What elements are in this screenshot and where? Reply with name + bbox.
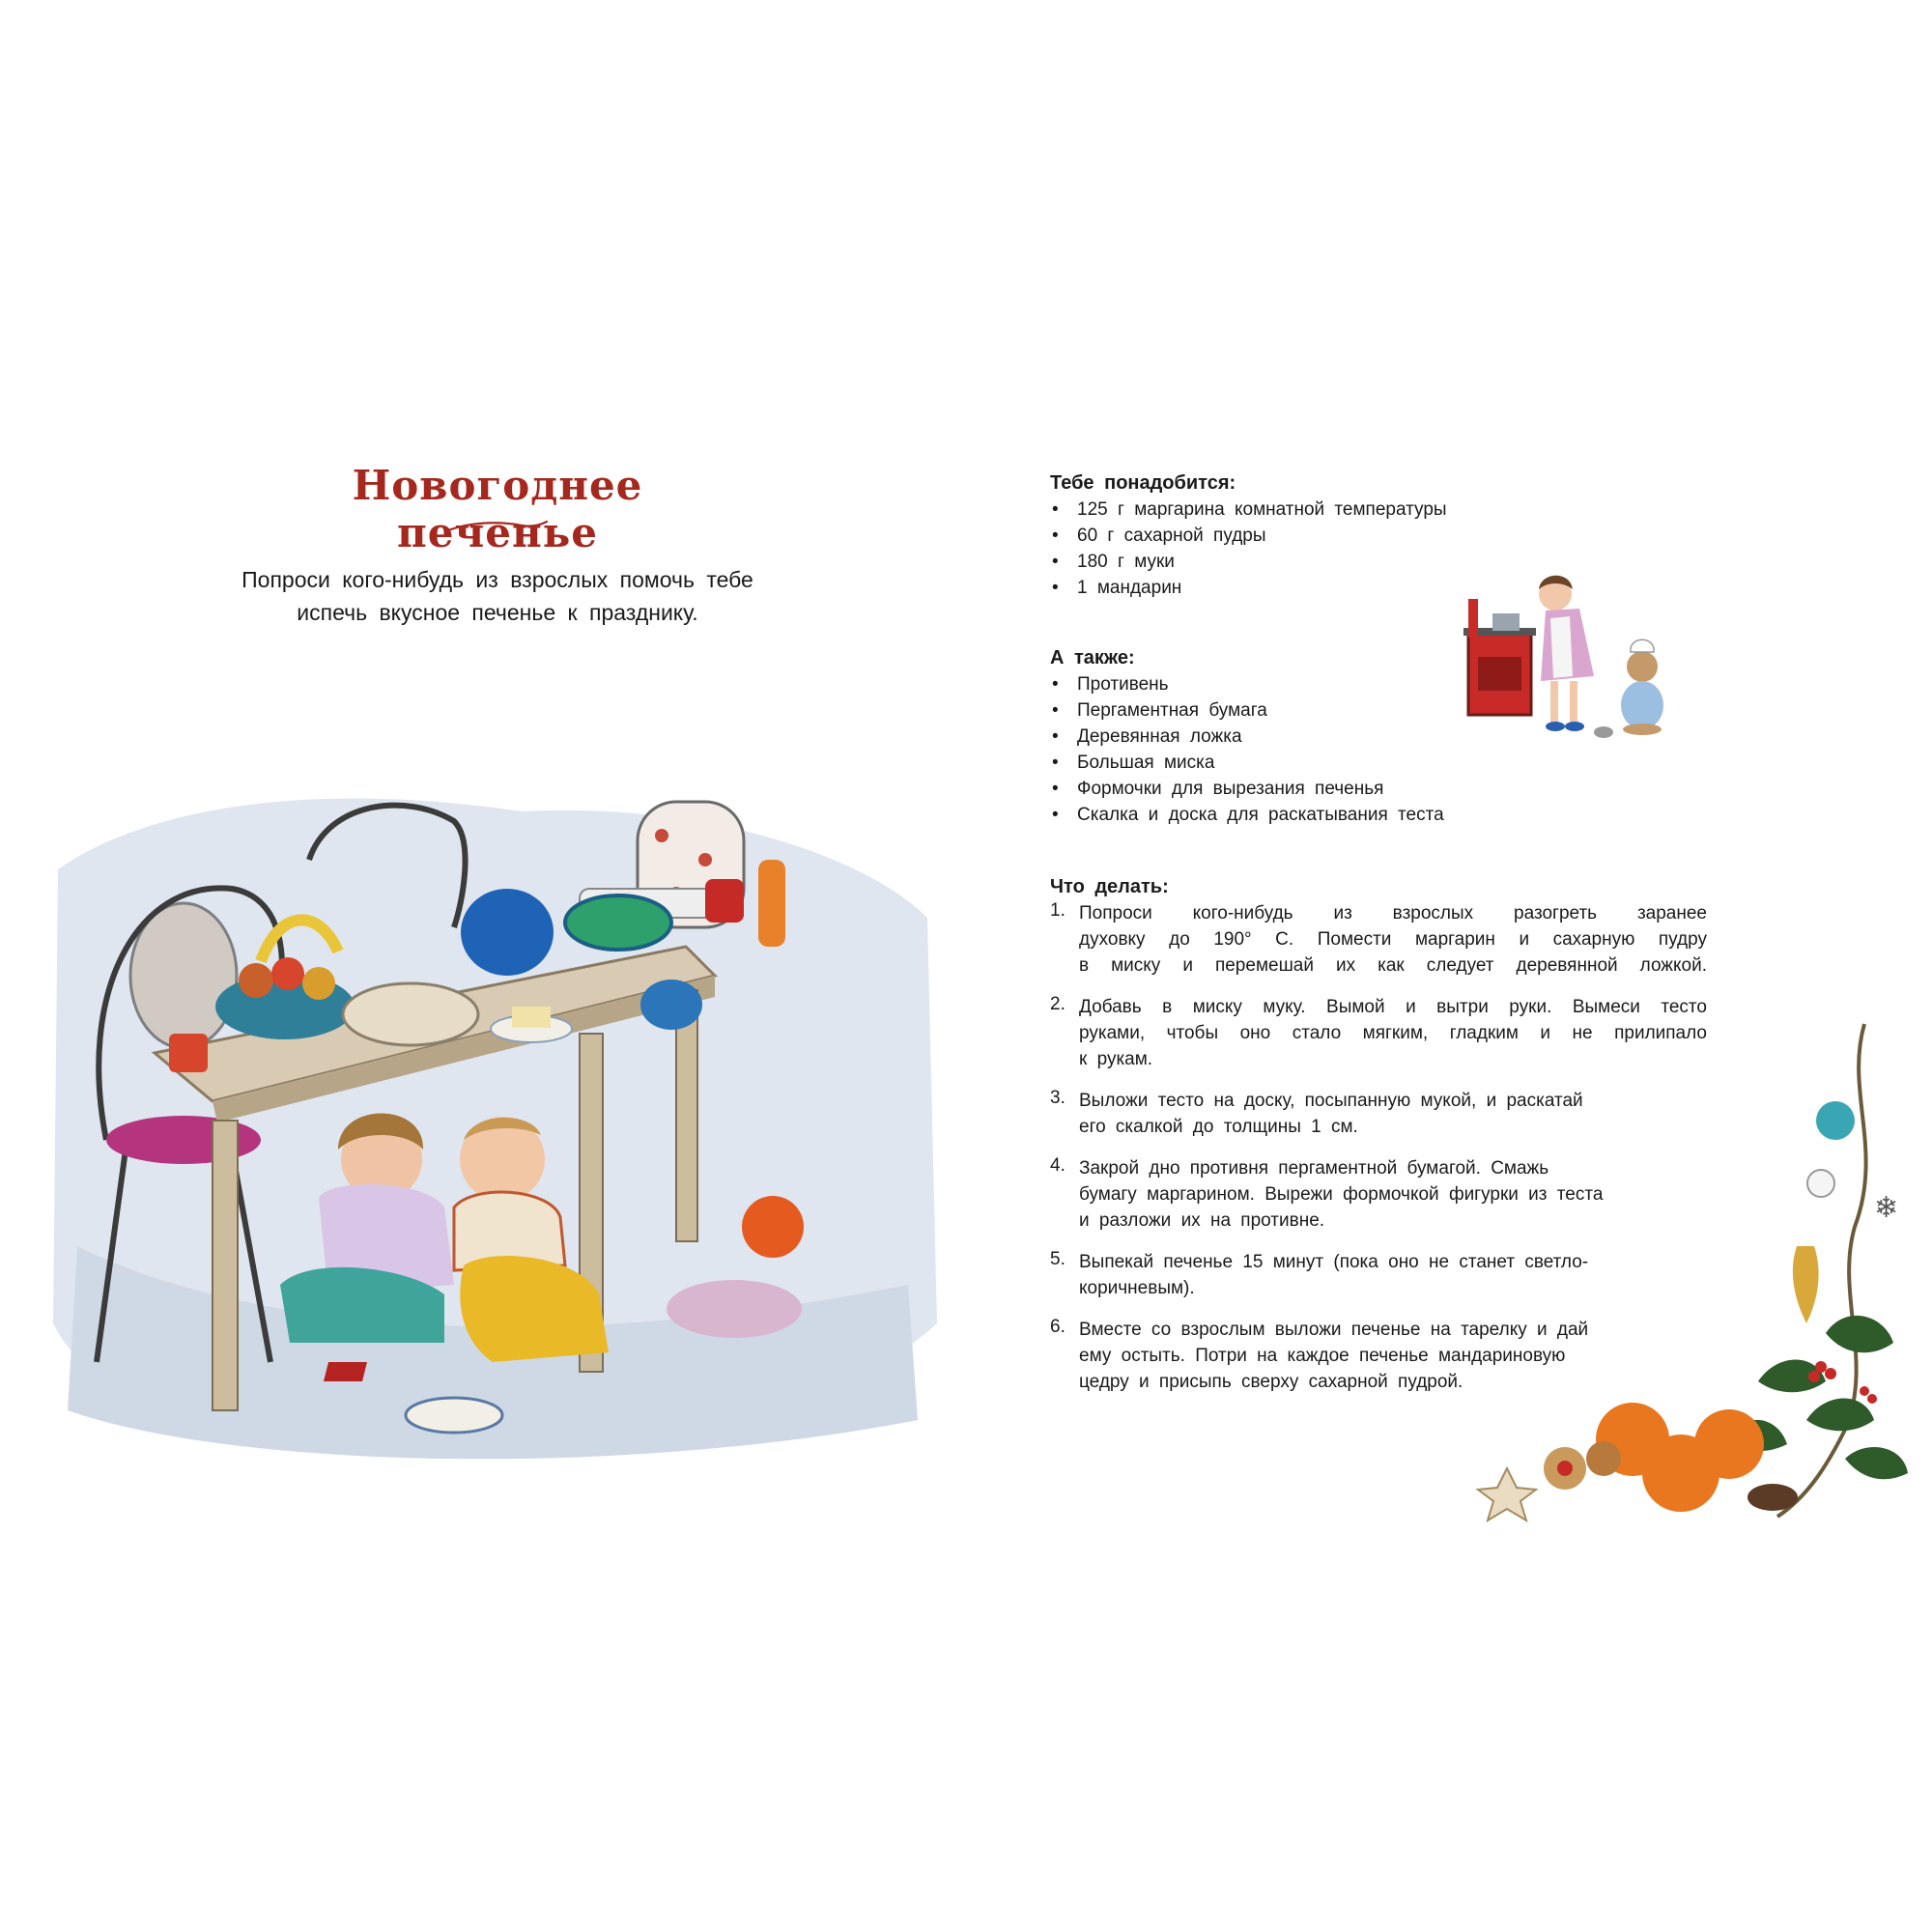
children-under-table-illustration: [39, 744, 947, 1478]
toy-bear-icon: [667, 1280, 802, 1338]
blue-jug-icon: [461, 889, 554, 976]
step-number: 4.: [1050, 1155, 1065, 1176]
intro-line-1: Попроси кого-нибудь из взрослых помочь тебе: [242, 567, 753, 592]
tools-heading: А также:: [1050, 647, 1135, 668]
list-item: • Большая миска: [1050, 750, 1707, 776]
list-item: • Формочки для вырезания печенья: [1050, 776, 1707, 802]
teal-ornament-icon: [1816, 1101, 1855, 1140]
step-number: 3.: [1050, 1088, 1065, 1108]
step-line: Закрой дно противня пергаментной бумагой. Смажь: [1079, 1158, 1549, 1179]
step-line: его скалкой до толщины 1 см.: [1079, 1117, 1358, 1137]
step-line: ему остыть. Потри на каждое печенье мандариновую: [1079, 1346, 1566, 1366]
step-number: 1.: [1050, 900, 1065, 921]
christmas-decoration-illustration: [1439, 1014, 1913, 1536]
small-pot-icon: [1594, 726, 1613, 738]
teddy-bear-chef-icon: [1621, 639, 1663, 735]
girl-icon: [1539, 576, 1594, 731]
gold-ornament-icon: [1793, 1246, 1819, 1323]
green-tin-icon: [565, 895, 671, 950]
intro-text: [193, 563, 802, 629]
step-number: 2.: [1050, 994, 1065, 1014]
list-item: • 125 г маргарина комнатной температуры: [1050, 497, 1707, 523]
snowman-ornament-icon: [1807, 1170, 1834, 1197]
cookie-plate-icon: [406, 1398, 502, 1433]
orange-bottle-icon: [758, 860, 785, 947]
red-pot-icon: [705, 879, 744, 923]
step-line: Попроси кого-нибудь из взрослых разогреть заранее: [1079, 903, 1707, 923]
step-line: Выложи тесто на доску, посыпанную мукой, и раскатай: [1079, 1091, 1583, 1111]
step-line: цедру и присыпь сверху сахарной пудрой.: [1079, 1372, 1463, 1392]
red-ball-icon: [742, 1196, 804, 1258]
steps-heading: Что делать:: [1050, 876, 1169, 897]
step-line: Вместе со взрослым выложи печенье на тарелку и дай: [1079, 1320, 1589, 1340]
tangerines-icon: [1596, 1403, 1764, 1512]
list-item: • Противень: [1050, 671, 1707, 697]
list-item: • 1 мандарин: [1050, 575, 1707, 601]
step-line: Выпекай печенье 15 минут (пока оно не станет светло-: [1079, 1252, 1589, 1272]
list-item: • Пергаментная бумага: [1050, 697, 1707, 724]
toy-stove-icon: [1463, 599, 1536, 715]
ingredients-heading: Тебе понадобится:: [1050, 472, 1236, 494]
step-line: Добавь в миску муку. Вымой и вытри руки. Вымеси тесто: [1079, 997, 1707, 1017]
list-item: • Скалка и доска для раскатывания теста: [1050, 802, 1707, 828]
girl-toy-stove-illustration: [1449, 560, 1690, 753]
intro-line-2: испечь вкусное печенье к празднику.: [297, 600, 698, 625]
step-line: руками, чтобы оно стало мягким, гладким и не прилипало: [1079, 1023, 1707, 1043]
bread-loaf-icon: [343, 983, 478, 1045]
step-line: и разложи их на противне.: [1079, 1210, 1325, 1231]
title-flourish: [444, 517, 551, 538]
step-number: 6.: [1050, 1317, 1065, 1337]
teapot-icon: [640, 980, 702, 1030]
step-item: [1050, 900, 1707, 979]
red-mug-icon: [169, 1034, 208, 1072]
step-line: к рукам.: [1079, 1049, 1153, 1069]
step-number: 5.: [1050, 1249, 1065, 1269]
recipe-title: Новогоднее печенье: [352, 462, 643, 556]
list-item: • 60 г сахарной пудры: [1050, 523, 1707, 549]
step-line: в миску и перемешай их как следует деревянной ложкой.: [1079, 955, 1707, 976]
list-item: • Деревянная ложка: [1050, 724, 1707, 750]
table-leg: [213, 1121, 238, 1410]
step-line: коричневым).: [1079, 1278, 1195, 1298]
snowflake-icon: ❄: [1874, 1192, 1899, 1224]
step-line: духовку до 190° С. Помести маргарин и сахарную пудру: [1079, 929, 1707, 950]
step-line: бумагу маргарином. Вырежи формочкой фигурки из теста: [1079, 1184, 1604, 1205]
list-item: • 180 г муки: [1050, 549, 1707, 575]
